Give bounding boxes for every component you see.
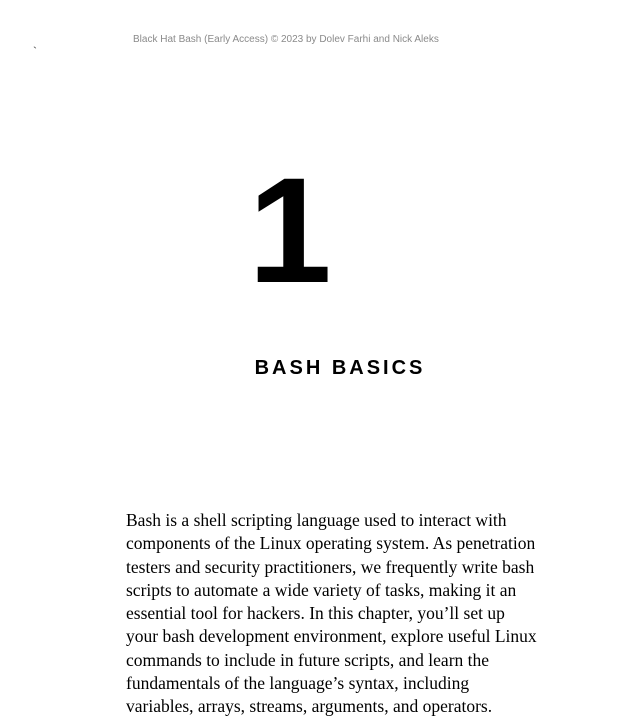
- chapter-title: BASH BASICS: [254, 357, 426, 379]
- paragraph-line: essential tool for hackers. In this chapter, you’ll set up: [126, 603, 505, 624]
- paragraph-line: commands to include in future scripts, and learn the: [126, 649, 490, 670]
- chapter-number: 1: [248, 146, 332, 314]
- paragraph-line: fundamentals of the language’s syntax, including: [126, 673, 470, 694]
- paragraph-line: your bash development environment, explore useful Linux: [126, 626, 537, 647]
- paragraph-line: components of the Linux operating system. As penetration: [126, 533, 536, 554]
- copyright-header: Black Hat Bash (Early Access) © 2023 by Dolev Farhi and Nick Aleks: [133, 34, 439, 45]
- paragraph-line: scripts to automate a wide variety of tasks, making it an: [126, 579, 517, 600]
- intro-paragraph: [126, 509, 566, 719]
- paragraph-line: Bash is a shell scripting language used to interact with: [126, 510, 507, 530]
- stray-mark: `: [33, 44, 37, 58]
- paragraph-line: variables, arrays, streams, arguments, and operators.: [126, 696, 493, 717]
- paragraph-line: testers and security practitioners, we frequently write bash: [126, 556, 535, 577]
